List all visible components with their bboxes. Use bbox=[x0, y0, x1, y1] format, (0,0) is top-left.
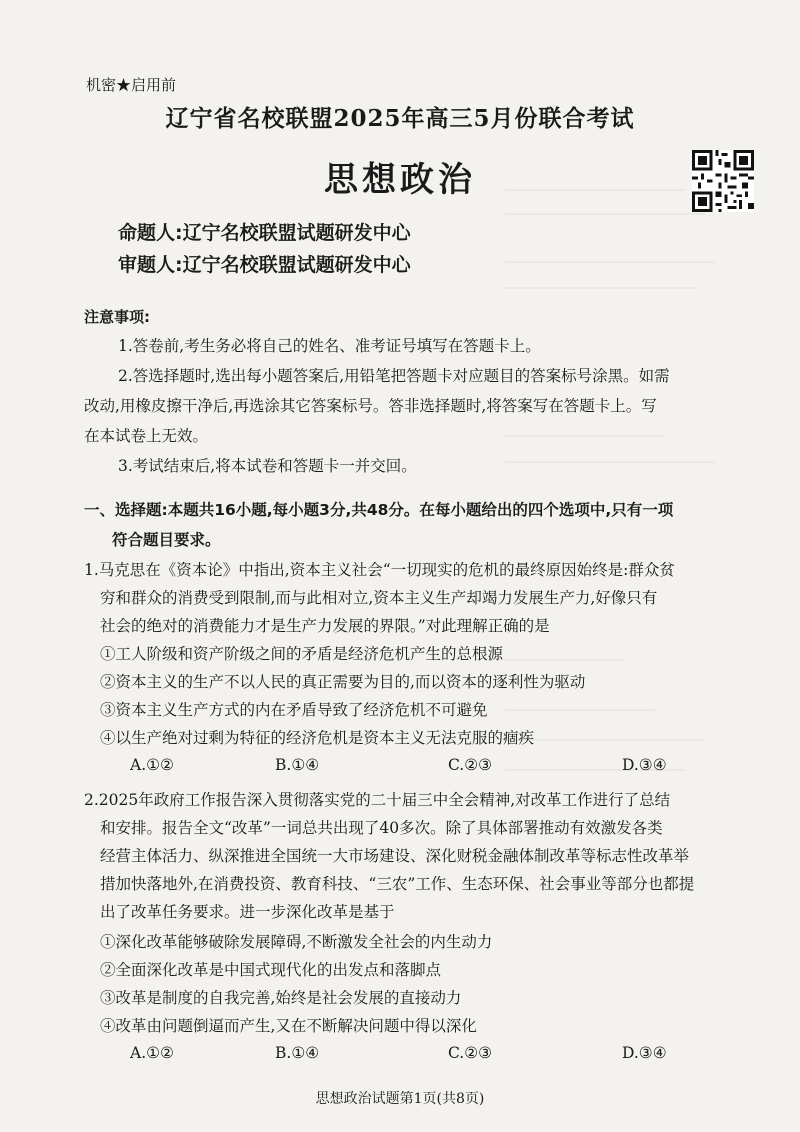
exam-title: 辽宁省名校联盟2025年高三5月份联合考试 bbox=[165, 105, 635, 132]
page-footer: 思想政治试题第1页(共8页) bbox=[315, 1091, 485, 1107]
question-stem: 和安排。报告全文“改革”一词总共出现了40多次。除了具体部署推动有效激发各类 bbox=[100, 819, 663, 837]
statement: ①工人阶级和资产阶级之间的矛盾是经济危机产生的总根源 bbox=[100, 645, 504, 663]
note-line: 3.考试结束后,将本试卷和答题卡一并交回。 bbox=[118, 457, 417, 475]
question-stem: 2.2025年政府工作报告深入贯彻落实党的二十届三中全会精神,对改革工作进行了总结 bbox=[84, 791, 671, 809]
question-stem: 穷和群众的消费受到限制,而与此相对立,资本主义生产却竭力发展生产力,好像只有 bbox=[100, 589, 658, 607]
answer-option-a: A.①② bbox=[130, 756, 174, 774]
answer-option-d: D.③④ bbox=[622, 1044, 667, 1062]
answer-option-c: C.②③ bbox=[448, 756, 493, 774]
statement: ④以生产绝对过剩为特征的经济危机是资本主义无法克服的痼疾 bbox=[100, 729, 535, 747]
statement: ③改革是制度的自我完善,始终是社会发展的直接动力 bbox=[100, 989, 462, 1007]
question-stem: 经营主体活力、纵深推进全国统一大市场建设、深化财税金融体制改革等标志性改革举 bbox=[100, 847, 690, 865]
statement: ③资本主义生产方式的内在矛盾导致了经济危机不可避免 bbox=[100, 701, 488, 719]
note-line: 2.答选择题时,选出每小题答案后,用铅笔把答题卡对应题目的答案标号涂黑。如需 bbox=[118, 367, 670, 385]
section-heading-cont: 符合题目要求。 bbox=[112, 531, 221, 549]
question-stem: 社会的绝对的消费能力才是生产力发展的界限。”对此理解正确的是 bbox=[100, 617, 550, 635]
answer-option-d: D.③④ bbox=[622, 756, 667, 774]
question-stem: 措加快落地外,在消费投资、教育科技、“三农”工作、生态环保、社会事业等部分也都提 bbox=[100, 875, 695, 893]
confidential-label: 机密★启用前 bbox=[86, 76, 177, 94]
answer-option-b: B.①④ bbox=[275, 756, 320, 774]
answer-option-a: A.①② bbox=[130, 1044, 174, 1062]
section-heading: 一、选择题:本题共16小题,每小题3分,共48分。在每小题给出的四个选项中,只有一项 bbox=[84, 501, 674, 519]
statement: ②资本主义的生产不以人民的真正需要为目的,而以资本的逐利性为驱动 bbox=[100, 673, 586, 691]
question-stem: 出了改革任务要求。进一步深化改革是基于 bbox=[100, 903, 395, 921]
answer-option-b: B.①④ bbox=[275, 1044, 320, 1062]
qr-code-icon bbox=[692, 150, 754, 212]
notes-heading: 注意事项: bbox=[84, 308, 150, 326]
answer-option-c: C.②③ bbox=[448, 1044, 493, 1062]
note-line: 1.答卷前,考生务必将自己的姓名、准考证号填写在答题卡上。 bbox=[118, 337, 541, 355]
note-line: 在本试卷上无效。 bbox=[84, 427, 209, 445]
statement: ④改革由问题倒逼而产生,又在不断解决问题中得以深化 bbox=[100, 1017, 477, 1035]
note-line: 改动,用橡皮擦干净后,再选涂其它答案标号。答非选择题时,将答案写在答题卡上。写 bbox=[84, 397, 657, 415]
subject-title: 思想政治 bbox=[324, 160, 476, 200]
author-line: 命题人:辽宁名校联盟试题研发中心 bbox=[118, 222, 411, 244]
question-stem: 1.马克思在《资本论》中指出,资本主义社会“一切现实的危机的最终原因始终是:群众贫 bbox=[84, 561, 675, 579]
statement: ②全面深化改革是中国式现代化的出发点和落脚点 bbox=[100, 961, 442, 979]
statement: ①深化改革能够破除发展障碍,不断激发全社会的内生动力 bbox=[100, 933, 493, 951]
reviewer-line: 审题人:辽宁名校联盟试题研发中心 bbox=[118, 254, 411, 276]
